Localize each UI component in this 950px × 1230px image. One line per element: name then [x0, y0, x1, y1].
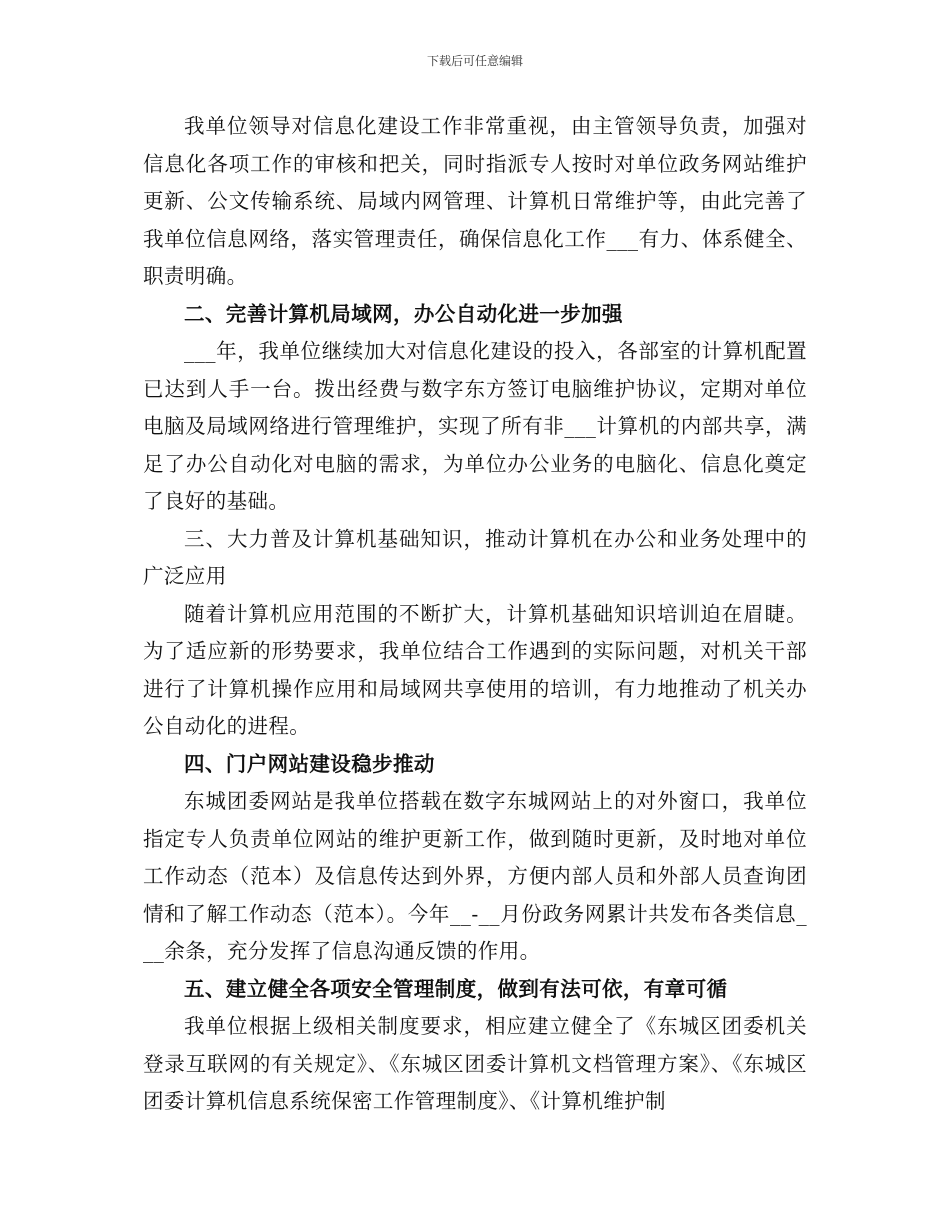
document-body — [143, 108, 807, 1121]
page-header-note: 下载后可任意编辑 — [426, 54, 523, 68]
paragraph-regulations: 我单位根据上级相关制度要求，相应建立健全了《东城区团委机关登录互联网的有关规定》、《东城区团委计算机文档管理方案》、《东城区团委计算机信息系统保密工作管理制度》、《计算机维护制 — [143, 1014, 807, 1113]
paragraph-lan: ___年，我单位继续加大对信息化建设的投入，各部室的计算机配置已达到人手一台。拨出经费与数字东方签订电脑维护协议，定期对单位电脑及局域网络进行管理维护，实现了所有非___计算机的内部共享，满足了办公自动化对电脑的需求，为单位办公业务的电脑化、信息化奠定了良好的基础。 — [143, 339, 807, 513]
paragraph-leadership: 我单位领导对信息化建设工作非常重视，由主管领导负责，加强对信息化各项工作的审核和把关，同时指派专人按时对单位政务网站维护更新、公文传输系统、局域内网管理、计算机日常维护等，由此完善了我单位信息网络，落实管理责任，确保信息化工作___有力、体系健全、职责明确。 — [143, 114, 807, 288]
paragraph-training: 随着计算机应用范围的不断扩大，计算机基础知识培训迫在眉睫。为了适应新的形势要求，我单位结合工作遇到的实际问题，对机关干部进行了计算机操作应用和局域网共享使用的培训，有力地推动了机关办公自动化的进程。 — [143, 601, 807, 738]
section-heading-4: 四、门户网站建设稳步推动 — [184, 751, 435, 776]
section-heading-3: 三、大力普及计算机基础知识，推动计算机在办公和业务处理中的广泛应用 — [143, 526, 807, 588]
paragraph-website: 东城团委网站是我单位搭载在数字东城网站上的对外窗口，我单位指定专人负责单位网站的维护更新工作，做到随时更新，及时地对单位工作动态（范本）及信息传达到外界，方便内部人员和外部人员查询团情和了解工作动态（范本）。今年__-__月份政务网累计共发布各类信息___余条，充分发挥了信息沟通反馈的作用。 — [143, 789, 807, 963]
section-heading-5: 五、建立健全各项安全管理制度，做到有法可依，有章可循 — [184, 976, 728, 1001]
section-heading-2: 二、完善计算机局域网，办公自动化进一步加强 — [184, 301, 623, 326]
